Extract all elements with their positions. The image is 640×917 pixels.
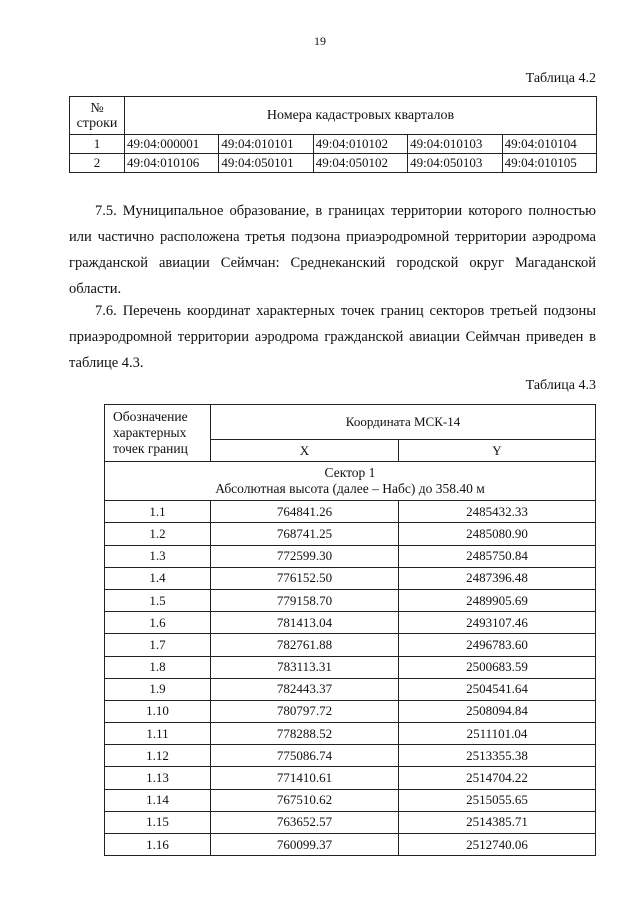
coord-x: 763652.57: [211, 811, 399, 833]
coord-y: 2514704.22: [399, 767, 596, 789]
cadastral-quarters-table: [69, 96, 597, 173]
coord-x: 780797.72: [211, 700, 399, 722]
cadastral-code: 49:04:010103: [408, 135, 502, 154]
paragraph-7-6: 7.6. Перечень координат характерных точек границ секторов третьей подзоны приаэродромной территории аэродрома гражданской авиации Сеймчан приведен в таблице 4.3.: [69, 303, 596, 371]
header-cadastral-title: Номера кадастровых кварталов: [125, 97, 597, 135]
coord-x: 771410.61: [211, 767, 399, 789]
cadastral-code: 49:04:000001: [125, 135, 219, 154]
cadastral-code: 49:04:010101: [219, 135, 313, 154]
coordinates-table: [104, 404, 596, 856]
coord-x: 776152.50: [211, 567, 399, 589]
coord-x: 778288.52: [211, 723, 399, 745]
table-row: [105, 678, 596, 700]
table-row: [105, 589, 596, 611]
coord-y: 2511101.04: [399, 723, 596, 745]
row-number: 2: [70, 154, 125, 173]
paragraph-7-5: 7.5. Муниципальное образование, в границах территории которого полностью или частично расположена третья подзона приаэродромной территории аэродрома гражданской авиации Сеймчан: Среднеканский городской округ Магаданской области.: [69, 203, 596, 297]
cadastral-code: 49:04:050103: [408, 154, 502, 173]
coord-x: 767510.62: [211, 789, 399, 811]
coord-x: 782443.37: [211, 678, 399, 700]
point-id: 1.5: [105, 589, 211, 611]
point-id: 1.15: [105, 811, 211, 833]
cadastral-code: 49:04:010104: [502, 135, 596, 154]
table-row: [105, 723, 596, 745]
table-row: [105, 789, 596, 811]
table-row: [105, 656, 596, 678]
sector-title: Сектор 1: [324, 465, 376, 481]
coord-x: 775086.74: [211, 745, 399, 767]
table-row: [105, 700, 596, 722]
table-row: [70, 154, 597, 173]
cadastral-code: 49:04:010102: [313, 135, 407, 154]
cadastral-code: 49:04:050102: [313, 154, 407, 173]
coord-x: 760099.37: [211, 834, 399, 856]
table-row: [105, 567, 596, 589]
table-row: [105, 834, 596, 856]
page-number: 19: [314, 34, 326, 48]
point-id: 1.13: [105, 767, 211, 789]
point-id: 1.11: [105, 723, 211, 745]
table-row: [105, 545, 596, 567]
coord-y: 2514385.71: [399, 811, 596, 833]
header-y: Y: [399, 440, 596, 462]
coord-y: 2487396.48: [399, 567, 596, 589]
point-id: 1.8: [105, 656, 211, 678]
header-coordinate: Координата МСК-14: [211, 405, 596, 440]
header-point-label: Обозначение характерных точек границ: [105, 405, 211, 462]
point-id: 1.4: [105, 567, 211, 589]
coord-x: 779158.70: [211, 589, 399, 611]
coord-y: 2515055.65: [399, 789, 596, 811]
coord-x: 782761.88: [211, 634, 399, 656]
coord-y: 2500683.59: [399, 656, 596, 678]
table-4-2-caption: Таблица 4.2: [525, 71, 596, 86]
point-id: 1.6: [105, 612, 211, 634]
table-row: [105, 767, 596, 789]
cadastral-code: 49:04:010105: [502, 154, 596, 173]
coord-y: 2512740.06: [399, 834, 596, 856]
cadastral-code: 49:04:010106: [125, 154, 219, 173]
table-row: [70, 135, 597, 154]
coord-x: 772599.30: [211, 545, 399, 567]
table-row: [105, 811, 596, 833]
coord-y: 2493107.46: [399, 612, 596, 634]
table-row: [105, 612, 596, 634]
point-id: 1.9: [105, 678, 211, 700]
sector-subtitle: Абсолютная высота (далее – Набс) до 358.40 м: [215, 481, 485, 497]
point-id: 1.10: [105, 700, 211, 722]
table-4-3-caption: Таблица 4.3: [525, 378, 596, 393]
header-x: X: [211, 440, 399, 462]
coord-x: 768741.25: [211, 523, 399, 545]
row-number: 1: [70, 135, 125, 154]
table-row: [105, 634, 596, 656]
point-id: 1.2: [105, 523, 211, 545]
cadastral-code: 49:04:050101: [219, 154, 313, 173]
header-row-number: № строки: [70, 97, 125, 135]
coord-y: 2496783.60: [399, 634, 596, 656]
coord-x: 781413.04: [211, 612, 399, 634]
sector-header: [105, 462, 596, 501]
point-id: 1.7: [105, 634, 211, 656]
coord-x: 783113.31: [211, 656, 399, 678]
coord-y: 2485750.84: [399, 545, 596, 567]
coord-y: 2513355.38: [399, 745, 596, 767]
point-id: 1.1: [105, 501, 211, 523]
coord-y: 2485432.33: [399, 501, 596, 523]
point-id: 1.16: [105, 834, 211, 856]
point-id: 1.12: [105, 745, 211, 767]
table-row: [105, 523, 596, 545]
point-id: 1.14: [105, 789, 211, 811]
table-row: [105, 501, 596, 523]
coord-x: 764841.26: [211, 501, 399, 523]
coord-y: 2504541.64: [399, 678, 596, 700]
coord-y: 2485080.90: [399, 523, 596, 545]
table-row: [105, 745, 596, 767]
coord-y: 2489905.69: [399, 589, 596, 611]
point-id: 1.3: [105, 545, 211, 567]
coord-y: 2508094.84: [399, 700, 596, 722]
